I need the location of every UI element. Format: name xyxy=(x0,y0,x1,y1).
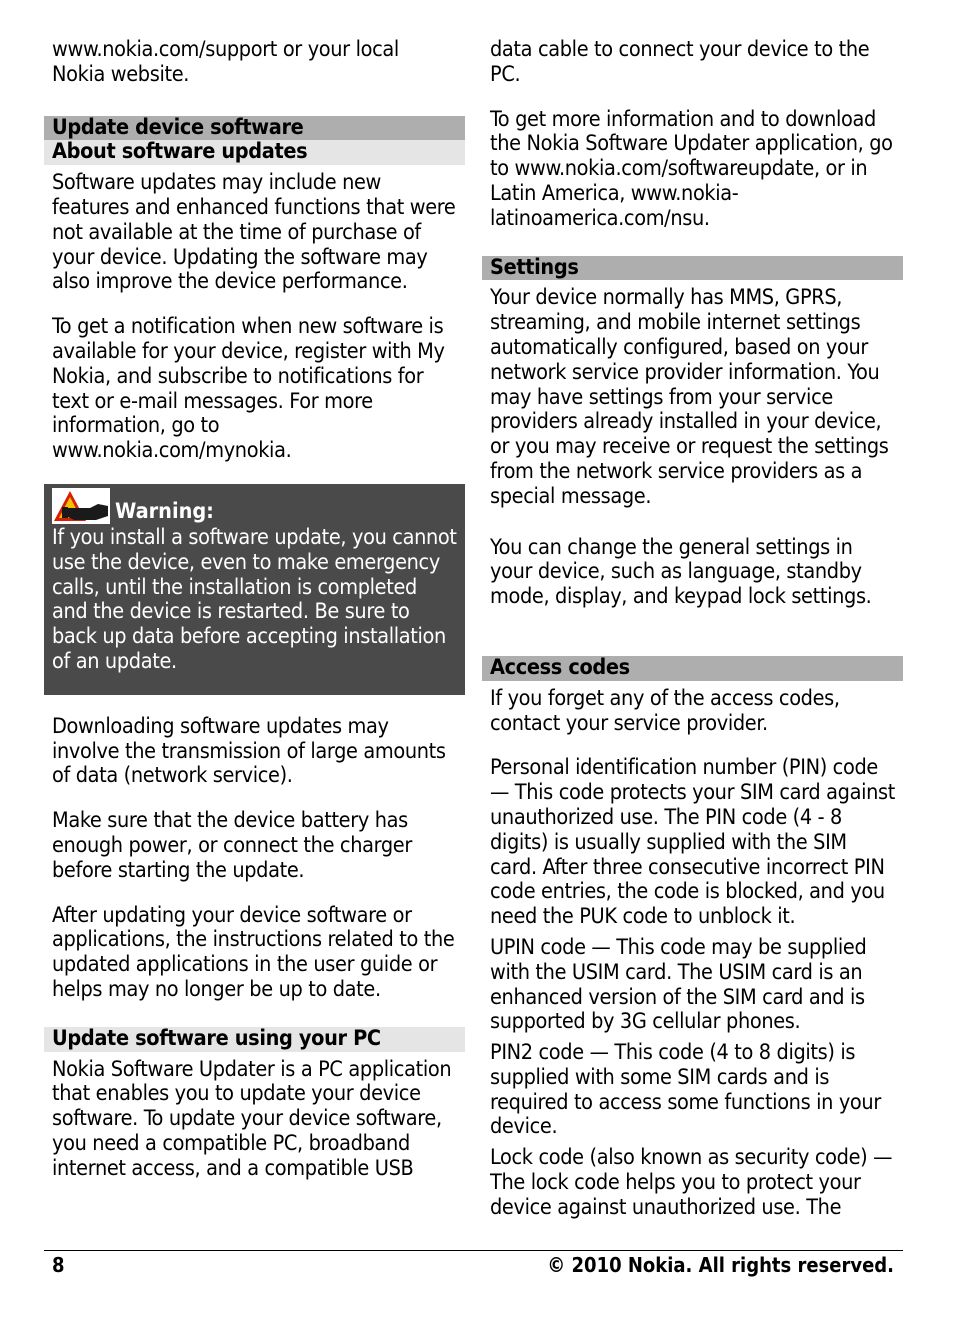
section-heading-access-codes: Access codes xyxy=(482,656,903,681)
paragraph-upin-code: UPIN code — This code may be supplied with the USIM card. The USIM card is an enhanced version of the SIM card and is supported by 3G cellular phones. xyxy=(490,934,867,1035)
paragraph-pin-code: Personal identification number (PIN) code — This code protects your SIM card against unauthorized use. The PIN code (4 - 8 digits) is usually supplied with the SIM card. After three consecutive incorrect PIN code entries, the code is blocked, and you need the PUK code to unblock it. xyxy=(490,755,895,930)
paragraph-pin2-code: PIN2 code — This code (4 to 8 digits) is supplied with some SIM cards and is required to access some functions in your device. xyxy=(490,1040,881,1140)
paragraph-battery: Make sure that the device battery has enough power, or connect the charger before starting the update. xyxy=(52,808,412,883)
paragraph-software-updater: Nokia Software Updater is a PC application that enables you to update your device software. To update your device software, you need a compatible PC, broadband internet access, and a compatible USB xyxy=(52,1056,452,1181)
warning-hand-icon xyxy=(52,488,110,524)
footer-divider xyxy=(44,1250,903,1251)
right-column xyxy=(482,38,903,1221)
paragraph-more-info: To get more information and to download the Nokia Software Updater application, go to www.nokia.com/softwareupdate, or in Latin America, www.nokia-latinoamerica.com/nsu. xyxy=(490,106,893,231)
warning-text: If you install a software update, you cannot use the device, even to make emergency calls, until the installation is completed and the device is restarted. Be sure to back up data before accepting installation of an update. xyxy=(52,524,457,674)
warning-title: Warning: xyxy=(115,498,214,524)
copyright-notice: © 2010 Nokia. All rights reserved. xyxy=(547,1253,894,1277)
page-number: 8 xyxy=(52,1253,65,1277)
section-heading-update-device-software: Update device software xyxy=(44,116,465,141)
paragraph-after-updating: After updating your device software or applications, the instructions related to the updated applications in the user guide or helps may no longer be up to date. xyxy=(52,902,455,1002)
subheading-about-software-updates: About software updates xyxy=(44,140,465,165)
section-heading-settings: Settings xyxy=(482,256,903,281)
paragraph-downloading: Downloading software updates may involve the transmission of large amounts of data (network service). xyxy=(52,713,446,789)
paragraph-settings: Your device normally has MMS, GPRS, streaming, and mobile internet settings automatically configured, based on your network service provider information. You may have settings from your service providers already installed in your device, or you may receive or request the settings from the network service providers as a special message. xyxy=(490,285,889,509)
paragraph-forget-codes: If you forget any of the access codes, contact your service provider. xyxy=(490,685,840,736)
subheading-update-using-pc: Update software using your PC xyxy=(44,1027,465,1052)
paragraph-data-cable: data cable to connect your device to the PC. xyxy=(490,37,870,87)
warning-box xyxy=(44,484,465,695)
paragraph-general-settings: You can change the general settings in your device, such as language, standby mode, display, and keypad lock settings. xyxy=(490,534,872,610)
paragraph-software-updates: Software updates may include new features and enhanced functions that were not available at the time of purchase of your device. Updating the software may also improve the device performance. xyxy=(52,170,456,295)
paragraph-lock-code: Lock code (also known as security code) — The lock code helps you to protect your device against unauthorized use. The xyxy=(490,1145,893,1220)
paragraph-notification: To get a notification when new software is available for your device, register with My Nokia, and subscribe to notifications for text or e-mail messages. For more information, go to www.nokia.com/mynokia. xyxy=(52,314,445,464)
warning-title-row xyxy=(44,488,465,524)
intro-continuation: www.nokia.com/support or your local Nokia website. xyxy=(52,37,399,87)
left-column xyxy=(44,38,465,1181)
